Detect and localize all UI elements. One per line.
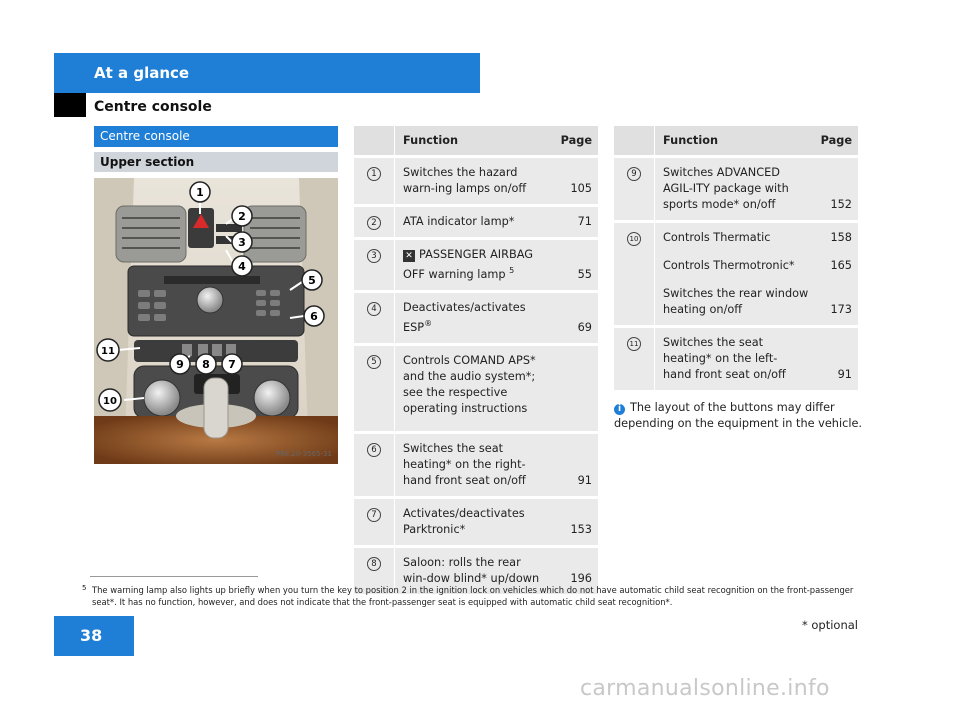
column-page: Page (807, 126, 858, 157)
callout-1 (190, 182, 210, 202)
svg-text:2: 2 (238, 210, 246, 223)
airbag-off-icon: ✕ (403, 250, 415, 262)
row-page: 105 (547, 157, 598, 206)
table-row (354, 497, 598, 546)
callout-11 (97, 339, 119, 361)
column-function: Function (395, 126, 548, 157)
optional-note: * optional (801, 618, 858, 632)
sub-item: Controls Thermatic 158 (663, 231, 852, 244)
watermark: carmanualsonline.info (580, 676, 830, 701)
row-function: Switches the seat heating* on the right-hand front seat on/off (395, 432, 548, 497)
row-function: Deactivates/activates ESP® (395, 291, 548, 344)
item-number: 5 (367, 355, 381, 369)
item-number: 7 (367, 508, 381, 522)
table-row (614, 327, 858, 392)
centre-console-photo (94, 178, 338, 464)
page-number: 38 (80, 626, 103, 645)
callout-9 (170, 354, 190, 374)
callout-5 (302, 270, 322, 290)
centre-console-bar: Centre console (94, 126, 338, 147)
row-function: Switches the seat heating* on the left-hand front seat on/off (655, 327, 808, 392)
svg-text:9: 9 (176, 358, 184, 371)
callout-3 (232, 232, 252, 252)
footnote (82, 584, 872, 608)
callout-7 (222, 354, 242, 374)
row-page: 55 (547, 239, 598, 292)
subsection-title: Centre console (94, 99, 212, 115)
svg-text:11: 11 (101, 346, 115, 357)
function-table-2 (614, 126, 858, 393)
header-band (54, 53, 480, 93)
item-number: 3 (367, 249, 381, 263)
item-number: 2 (367, 216, 381, 230)
callout-6 (304, 306, 324, 326)
svg-text:3: 3 (238, 236, 246, 249)
function-table-1 (354, 126, 598, 597)
photo-code: P68.20-3565-31 (275, 450, 332, 458)
table-row (354, 291, 598, 344)
footnote-divider (90, 576, 258, 577)
item-number: 10 (627, 232, 641, 246)
callout-8 (196, 354, 216, 374)
item-number: 6 (367, 443, 381, 457)
row-page: 91 (807, 327, 858, 392)
sub-item: Switches the rear window heating on/off 173 (663, 287, 852, 316)
row-function: Controls COMAND APS* and the audio system*; see the respective operating instructions (395, 344, 548, 432)
info-note: i The layout of the buttons may differ depending on the equipment in the vehicle. (614, 401, 862, 430)
console-illustration (94, 178, 338, 464)
svg-text:7: 7 (228, 358, 236, 371)
item-number: 4 (367, 302, 381, 316)
svg-text:6: 6 (310, 310, 318, 323)
table-header (354, 126, 598, 157)
row-function: ATA indicator lamp* (395, 206, 548, 239)
table-row (354, 344, 598, 432)
row-function: Saloon: rolls the rear win-dow blind* up/down (395, 546, 548, 595)
item-number: 1 (367, 167, 381, 181)
table-row (354, 432, 598, 497)
row-function: ✕ PASSENGER AIRBAG OFF warning lamp $^5$ (395, 239, 548, 292)
svg-text:5: 5 (308, 274, 316, 287)
row-function: Activates/deactivates Parktronic* (395, 497, 548, 546)
row-page: 71 (547, 206, 598, 239)
table-row (354, 157, 598, 206)
callout-2 (232, 206, 252, 226)
row-function: Switches ADVANCED AGIL-ITY package with sports mode* on/off (655, 157, 808, 222)
column-page: Page (547, 126, 598, 157)
row-page: 153 (547, 497, 598, 546)
item-number: 11 (627, 337, 641, 351)
upper-section-bar: Upper section (94, 152, 338, 172)
callout-4 (232, 256, 252, 276)
svg-text:1: 1 (196, 186, 204, 199)
section-title: At a glance (94, 64, 190, 82)
callout-10 (99, 389, 121, 411)
table-header (614, 126, 858, 157)
item-number: 8 (367, 557, 381, 571)
row-page: 91 (547, 432, 598, 497)
header-black-tab (54, 93, 86, 117)
row-page: 196 (547, 546, 598, 595)
row-page (547, 344, 598, 432)
table-row (614, 157, 858, 222)
svg-text:8: 8 (202, 358, 210, 371)
row-function: Switches the hazard warn-ing lamps on/off (395, 157, 548, 206)
row-page: 69 (547, 291, 598, 344)
svg-text:4: 4 (238, 260, 246, 273)
svg-text:10: 10 (103, 396, 117, 407)
table-row (354, 206, 598, 239)
table-row (614, 222, 858, 327)
item-number: 9 (627, 167, 641, 181)
row-function-group (655, 222, 859, 327)
info-icon: i (614, 404, 625, 415)
table-row (354, 239, 598, 292)
sub-item: Controls Thermotronic* 165 (663, 259, 852, 272)
footnote-number: 5 (82, 584, 87, 592)
footnote-text: The warning lamp also lights up briefly when you turn the key to position 2 in the ignition lock on vehicles which do not have automatic child seat recognition on the front-passenger seat*. It has no function, however, and does not indicate that the front-passenger seat is equipped with automatic child seat recognition*. (92, 585, 854, 607)
row-page: 152 (807, 157, 858, 222)
column-function: Function (655, 126, 808, 157)
page-number-box (54, 616, 134, 656)
